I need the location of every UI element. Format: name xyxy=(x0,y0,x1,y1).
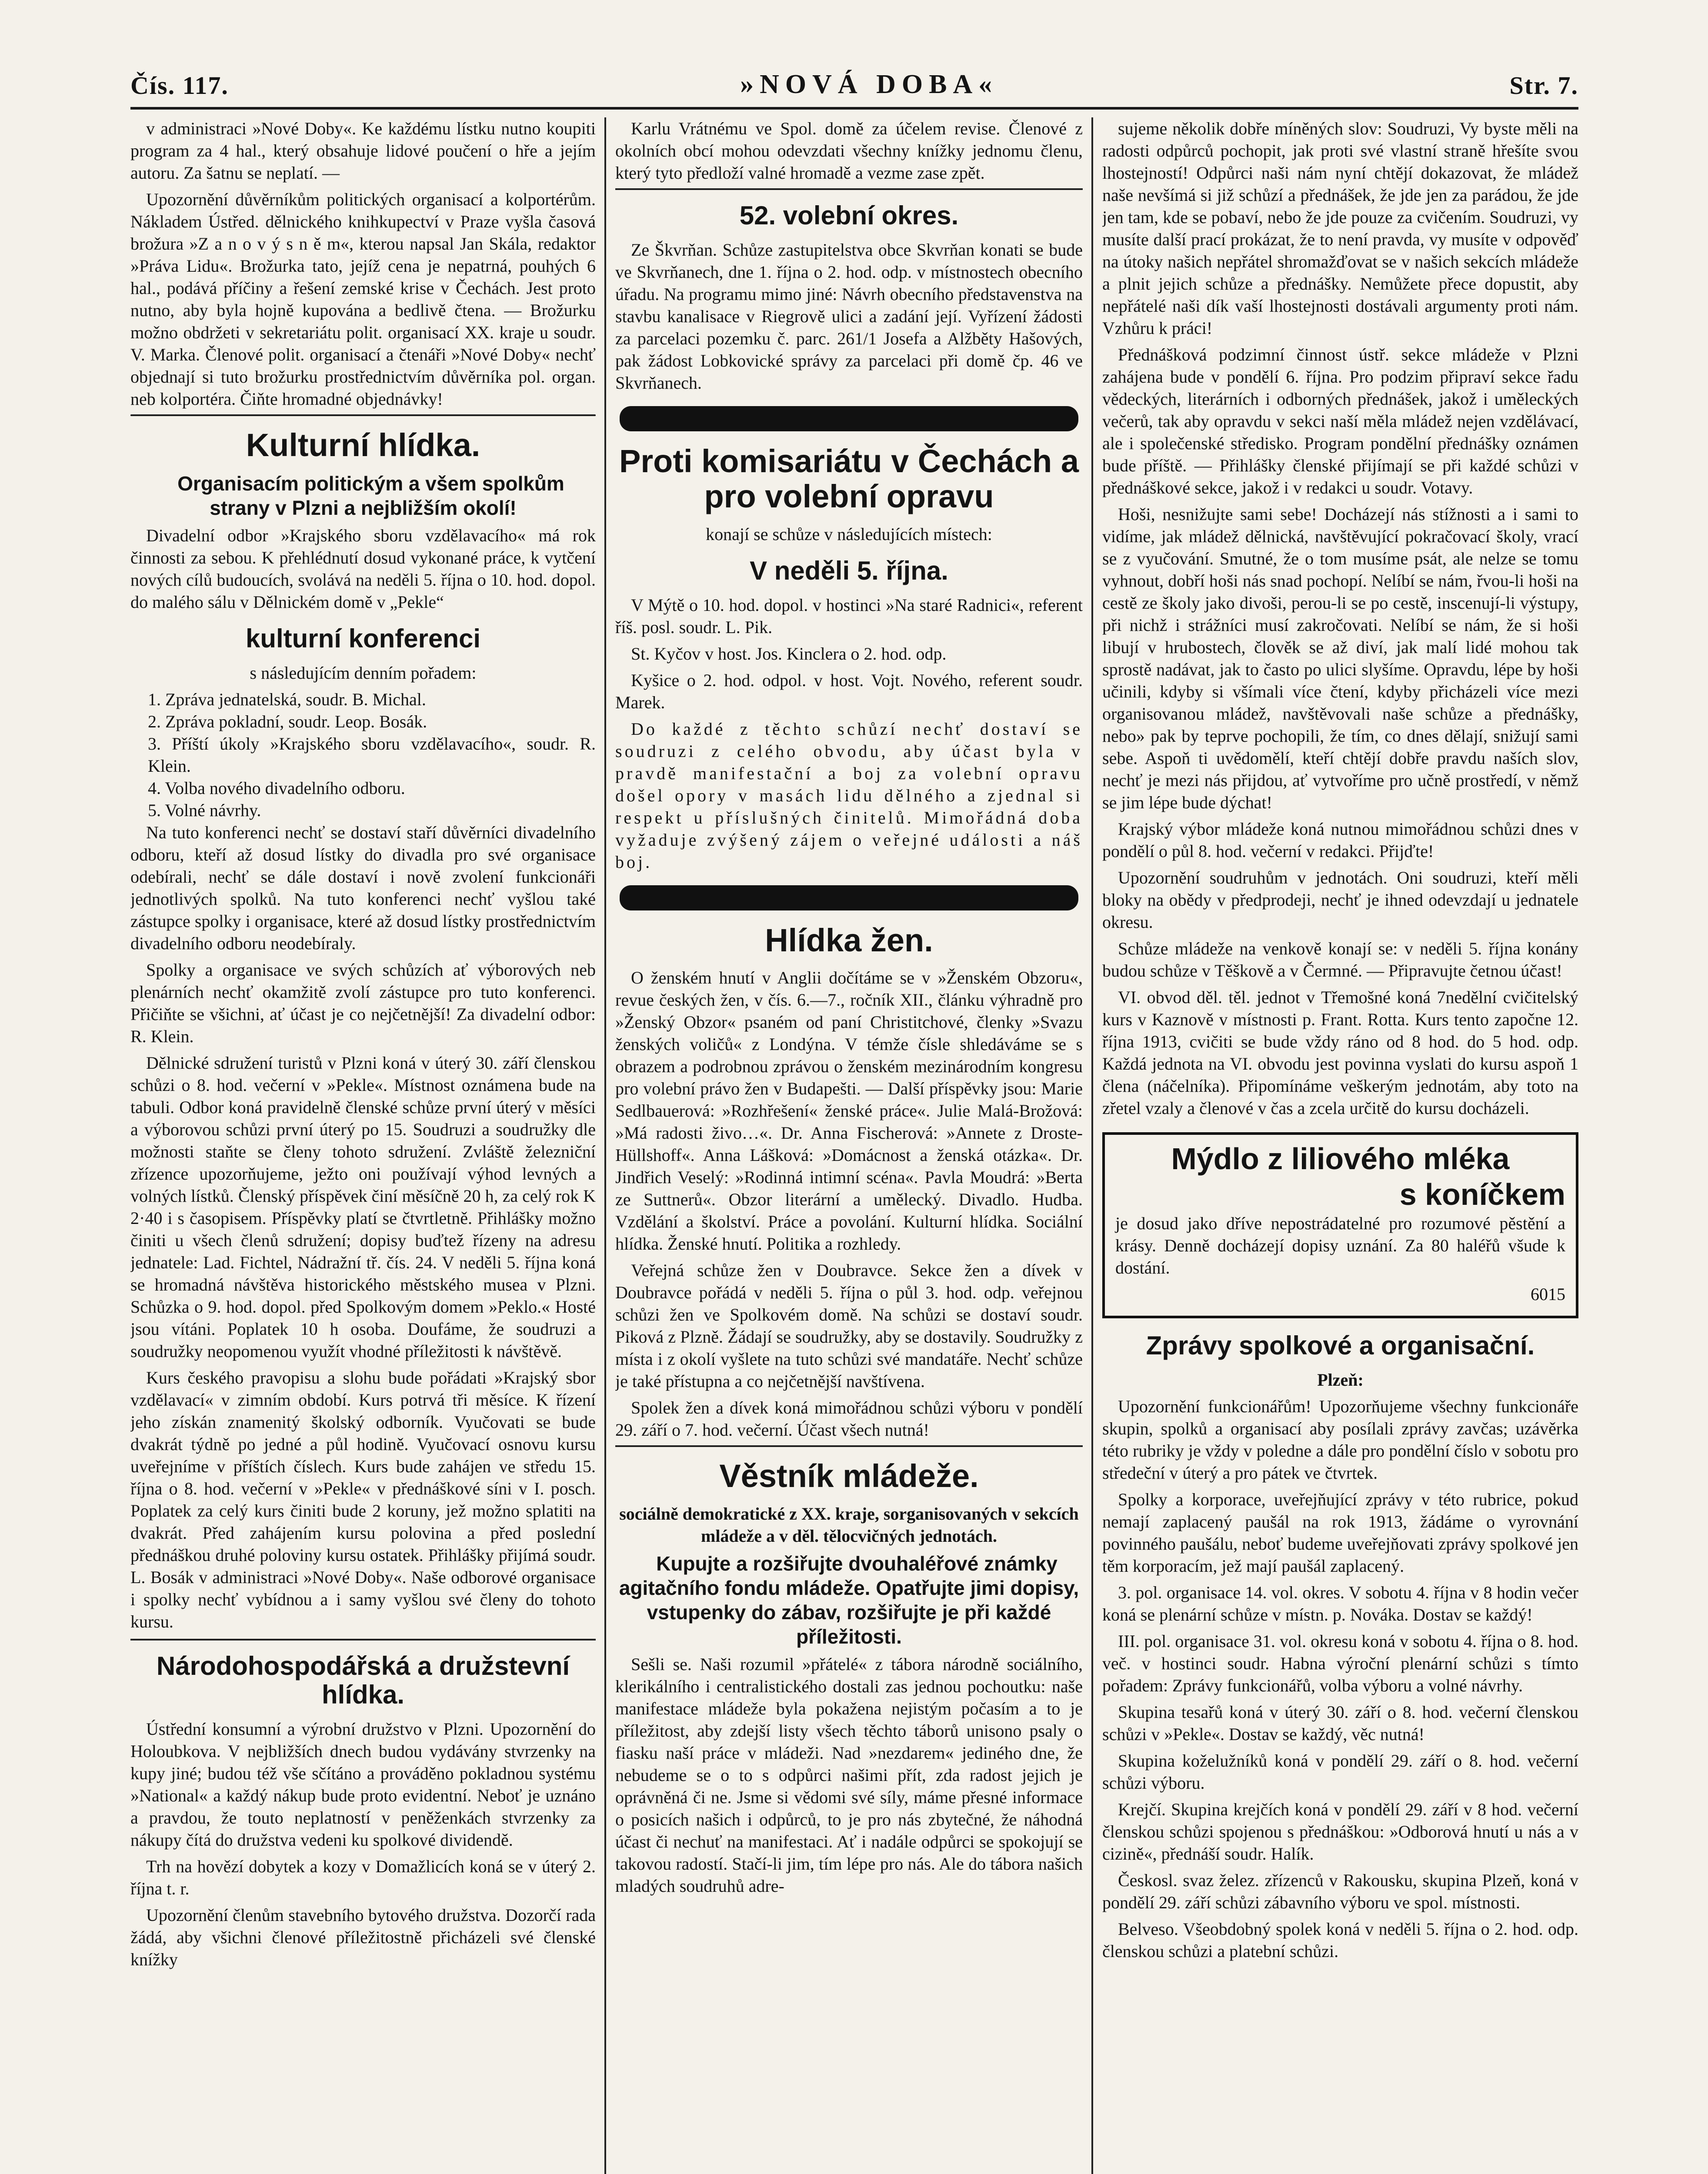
article-brozura: Upozornění důvěrníkům politických organisací a kolportérům. Nákladem Ústřed. dělnického knihkupectví v Praze vyšla časová brožura »Z a n o v ý s n ě m«, kterou napsal Jan Skála, redaktor »Práva Lidu«. Brožurka tato, jejíž cena je nepatrná, pouhých 6 hal., podává příčiny a řešení zemské krise v Čechách. Jest proto nutno, aby byla hojně kupována a bedlivě čtena. — Brožurku možno obdržeti v sekretariátu polit. organisací XX. kraje u soudr. V. Marka. Členové polit. organisací a čtenáři »Nové Doby« nechť objednají si tuto brožurku prostřednictvím důvěrníka pol. organ. neb kolportéra. Čiňte hromadné objednávky! xyxy=(130,190,596,409)
list-item: 5. Volné návrhy. xyxy=(148,800,261,820)
ad-title-line1: Mýdlo z liliového mléka xyxy=(1171,1142,1510,1176)
kupujte-text: Kupujte a rozšiřujte dvouhaléřové známky agitačního fondu mládeže. Opatřujte jimi dopisy, vstupenky do zábav, rozšiřujte je při každé příležitosti. xyxy=(619,1552,1079,1648)
notice-item: 3. pol. organisace 14. vol. okres. V sobotu 4. října v 8 hodin večer koná se plenární schůze v místn. p. Nováka. Dostav se každý! xyxy=(1102,1583,1578,1624)
vestnik-subtitle: sociálně demokratické z XX. kraje, sorganisovaných v sekcích mládeže a v děl. tělocvičných jednotách. xyxy=(619,1504,1079,1546)
section-title-okres: 52. volební okres. xyxy=(739,201,959,230)
column-rule xyxy=(604,117,606,2174)
article-text: sujeme několik dobře míněných slov: Soudruzi, Vy byste měli na radosti odpůrců pochopit, jak proti své vlastní straně hřešíte svou lhostejností! Odpůrci naši nám nyní chtějí dokazovat, že mládež naše nevšímá si již schůzí a přednášek, že jde jen za parádou, že jde jen tam, kde se pobaví, nebo že jde pouze za cvičením. Soudruzi, vy musíte další prací prokázat, že to není pravda, vy musíte v odpověď na útoky našich nepřátel shromažďovat se v našich sekcích mládeže a plnit jejich schůze a přednášky. Nemůžete přece dopustit, aby nepřátelé naši dík vaší lhostejnosti dostávali argumenty proti nám. Vzhůru k práci! xyxy=(1102,119,1578,338)
article-zeny-spolek: Spolek žen a dívek koná mimořádnou schůzi výboru v pondělí 29. září o 7. hod. večerní. Účast všech nutná! xyxy=(615,1398,1083,1440)
section-title-narodo: Národohospodářská a družstevní hlídka. xyxy=(156,1651,570,1710)
article-kurs: Kurs českého pravopisu a slohu bude pořádati »Krajský sbor vzdělavací« v zimním období. Kurs potrvá tři měsíce. K řízení jeho získán znamenitý školský odborník. Vyučovati se bude dvakrát týdně po jedné a půl hodině. Vyučovací osnovu kursu uveřejníme v příštích číslech. Kurs bude zahájen ve středu 15. října o 8. hod. večerní v »Pekle« v přednáškové síni v I. posch. Poplatek za celý kurs činiti bude 2 koruny, jež možno splatiti na dvakrát. Před zahájením kursu polovina a před poslední přednáškou druhé poloviny kursu ostatek. Přihlášky přijímá soudr. L. Bosák v administraci »Nové Doby«. Naše odborové organisace i spolky nechť vybídnou a i samy vyšlou své členy do tohoto kursu. xyxy=(130,1368,596,1632)
column-2 xyxy=(615,117,1083,2174)
konaji-text: konají se schůze v následujících místech: xyxy=(706,524,992,544)
separator xyxy=(130,1639,596,1641)
masthead: »NOVÁ DOBA« xyxy=(740,70,998,99)
konference-heading: kulturní konferenci xyxy=(245,624,481,654)
section-title-zpravy: Zprávy spolkové a organisační. xyxy=(1146,1331,1535,1360)
section-title-zen: Hlídka žen. xyxy=(765,922,933,958)
list-item: 4. Volba nového divadelního odboru. xyxy=(148,778,405,798)
poradi-text: s následujícím denním pořadem: xyxy=(250,663,477,683)
nedeli-heading: V neděli 5. října. xyxy=(750,556,948,585)
plzen-heading: Plzeň: xyxy=(1317,1370,1364,1390)
article-konsum: Ústřední konsumní a výrobní družstvo v Plzni. Upozornění do Holoubkova. V nejbližších dnech budou vydávány stvrzenky na kupy jiné; budou též vše sčítáno a prováděno pokladnou systému »National« a každý nákup bude proto evidentní. Neboť je uznáno a pravdou, že touto neplatností v peněženkách stvrzenky za nákupy čítá do družstva vedeni ku spolkové dividendě. xyxy=(130,1719,596,1850)
section-title-vestnik: Věstník mládeže. xyxy=(719,1458,979,1494)
article-vi-obvod: VI. obvod děl. těl. jednot v Třemošné koná 7nedělní cvičitelský kurs v Kaznově v místnosti p. Frant. Rotta. Kurs tento započne 12. října 1913, cvičiti se bude vždy ráno od 8 hod. do 5 hod. odp. Každá jednota na VI. obvodu jest povinna vyslati do kursu aspoň 1 člena (náčelníka). Připomínáme veškerým jednotám, aby toto na zřetel vzaly a členové v čas a zcela určitě do kursu docházeli. xyxy=(1102,987,1578,1118)
article-krajsky: Krajský výbor mládeže koná nutnou mimořádnou schůzi dnes v pondělí o půl 8. hod. večerní v redakci. Přijďte! xyxy=(1102,819,1578,861)
list-item: 1. Zpráva jednatelská, soudr. B. Michal. xyxy=(148,690,426,710)
article-text: Karlu Vrátnému ve Spol. domě za účelem revise. Členové z okolních obcí mohou odevzdati všechny knížky jednomu členu, který tyto předloží valné hromadě a vezme zase zpět. xyxy=(615,119,1083,183)
article-text: Spolky a organisace ve svých schůzích ať výborových neb plenárních nechť okamžitě zvolí zástupce pro tuto konferenci. Přičiňte se všichni, ať účast je co nejčetnější! Za divadelní odbor: R. Klein. xyxy=(130,960,596,1047)
list-item: 3. Příští úkoly »Krajského sboru vzdělavacího«, soudr. R. Klein. xyxy=(148,734,596,776)
section-title-proti: Proti komisariátu v Čechách a pro volební opravu xyxy=(619,443,1079,515)
article-stavebni: Upozornění členům stavebního bytového družstva. Dozorčí rada žádá, aby všichni členové příležitostně přicházeli své členské knížky xyxy=(130,1905,596,1970)
section-title-kultura: Kulturní hlídka. xyxy=(246,427,480,463)
article-upozorneni: Upozornění soudruhům v jednotách. Oni soudruzi, kteří měli bloky na obědy v předprodeji, nechť je ihned odevzdají u jednatele okresu. xyxy=(1102,868,1578,932)
article-spolky: Spolky a korporace, uveřejňující zprávy v této rubrice, pokud nemají zaplacený paušál na rok 1913, žádáme o vyrovnání povinného paušálu, neboť budeme uveřejňovati zprávy spolkové jen těm korporacím, jež mají paušál zaplacený. xyxy=(1102,1490,1578,1576)
article-hosi: Hoši, nesnižujte sami sebe! Docházejí nás stížnosti a i sami to vidíme, jak mládež dělnická, navštěvující pokračovací školy, vrací se z vyučování. Smutné, že o tom musíme psát, ale nelze se tomu vyhnout, dobří hoši nás snad pochopí. Nelíbí se nám, řvou-li hoši na cestě ze školy jako divoši, perou-li se po cestě, inscenují-li výstupy, při nichž i strážníci musí zakročovati. Nelíbí se nám, že si hoši libují v hrubostech, člověk se až diví, jak malí lidé mohou tak sprostě nadávat, jak to často po ulici slyšíme. Opravdu, lépe by hoši učinili, kdyby si všímali více čtení, kdyby přicházeli více mezi organisovanou mládež, navštěvovali naše schůze a přednášky, nebo» pak by teprve pochopili, že tím, co dnes dělají, snižují sami sebe. Aspoň ti uvědomělí, kteří chtějí dobře pravdu naších slov, nechť je mezi nás přijdou, ať vytvoříme pro učně prostředí, v němž se jim lépe bude dýchat! xyxy=(1102,504,1578,812)
ad-title-line2: s koníčkem xyxy=(1399,1177,1565,1211)
ad-body xyxy=(1115,1212,1565,1305)
separator xyxy=(130,414,596,416)
article-skvrnany: Ze Škvrňan. Schůze zastupitelstva obce Skvrňan konati se bude ve Skvrňanech, dne 1. října o 2. hod. odp. v místnostech obecního úřadu. Na programu mimo jiné: Návrh obecního představenstva na stavbu kanalisace v Riegrově ulici a zadání její. Vyřízení žádosti za parcelaci pozemku č. parc. 261/1 Josefa a Alžběty Hašových, pak žádost Lobkovické správy za parcelaci při domě čp. 46 ve Skvrňanech. xyxy=(615,240,1083,393)
issue-number: Čís. 117. xyxy=(130,71,229,100)
article-zeny-doubravka: Veřejná schůze žen v Doubravce. Sekce žen a dívek v Doubravce pořádá v neděli 5. října o půl 3. hod. odp. veřejnou schůzi žen ve Spolkovém domě. Na schůzi se dostaví soudr. Piková z Plzně. Žádají se soudružky, aby se dostavily. Soudružky z místa i z okolí vyšlete na tuto schůzi své mandatáře. Nechť schůze je také přístupna a co nejčetnější navštívena. xyxy=(615,1260,1083,1391)
ad-text: je dosud jako dříve nepostrádatelné pro rozumové pěstění a krásy. Denně docházejí dopisy uznání. Za 80 haléřů všude k dostání. xyxy=(1115,1214,1565,1277)
column-1 xyxy=(130,117,596,2174)
article-trh: Trh na hovězí dobytek a kozy v Domažlicích koná se v úterý 2. října t. r. xyxy=(130,1857,596,1899)
separator xyxy=(615,1445,1083,1447)
notice-item: Českosl. svaz želez. zřízenců v Rakousku, skupina Plzeň, koná v pondělí 29. září schůzi zábavního výboru ve spol. místnosti. xyxy=(1102,1871,1578,1912)
article-text: v administraci »Nové Doby«. Ke každému lístku nutno koupiti program za 4 hal., který obsahuje lidové poučení o hře a jejím autoru. Za šatnu se neplatí. — xyxy=(130,119,596,183)
column-3 xyxy=(1102,117,1578,2174)
notice-item: Belveso. Všeobdobný spolek koná v neděli 5. října o 2. hod. odp. členskou schůzi a platební schůzi. xyxy=(1102,1919,1578,1961)
kultura-subtitle: Organisacím politickým a všem spolkům strany v Plzni a nejbližším okolí! xyxy=(177,472,564,520)
article-text: Na tuto konferenci nechť se dostaví staří důvěrníci divadelního odboru, kteří až dosud lístky do divadla pro své organisace odebírali, nechť se dále dostaví i nově zvolení funkcionáři jednotlivých spolků. Na tuto konferenci nechť vyšlou také zástupce spolky i organisace, které až dosud lístky prostřednictvím divadelního odboru neodebíraly. xyxy=(130,823,596,954)
article-sesli: Sešli se. Naši rozumil »přátelé« z tábora národně sociálního, klerikálního i centralistického dostali zas jednou pochoutku: naše manifestace mládeže byla pokažena nejistým počasím a to je příležitost, aby zdejší listy všech těchto táborů unisono psaly o fiasku naší práce v mládeži. Nad »nezdarem« jediného dne, že nebudeme se o to s odpůrci našimi přít, zda radost jejich je oprávněná či ne. Jsme si vědomi své síly, máme přesné informace o posicích našich i odpůrců, to je pro nás zbytečné, že náhodná účast či nechuť na manifestaci. Ať i nadále odpůrci se spokojují se takovou radostí. Stačí-li jim, tím lépe pro nás. Ale do tábora našich mladých soudruhů adre- xyxy=(615,1654,1083,1896)
column-rule xyxy=(1091,117,1093,2174)
meeting-kysice: Kyšice o 2. hod. odpol. v host. Vojt. Nového, referent soudr. Marek. xyxy=(615,670,1083,712)
soap-advertisement xyxy=(1102,1132,1578,1318)
page-header xyxy=(130,61,1578,110)
article-turiste: Dělnické sdružení turistů v Plzni koná v úterý 30. září členskou schůzi o 8. hod. večerní v »Pekle«. Místnost oznámena bude na tabuli. Odbor koná pravidelně členské schůze první úterý v měsíci a výborovou schůzi první úterý po 15. Soudruzi a soudružky dle možnosti staňte se členy tohoto sdružení. Zvláště železniční zřízence upozorňujeme, ježto oni používají výhod levných a volných lístků. Členský příspěvek činí měsíčně 20 h, za celý rok K 2·40 i s časopisem. Příspěvky platí se čtvrtletně. Přihlášky možno činiti u všech členů sdružení; dopisy buďtež řízeny na adresu jednatele: Lad. Fichtel, Nádražní tř. čís. 24. V neděli 5. října koná se hromadná návštěva historického městského musea v Plzni. Schůzka o 9. hod. dopol. před Spolkovým domem »Peklo.« Hosté jsou vítáni. Poplatek 10 h osoba. Doufáme, že soudruzi a soudružky neopomenou využít vhodné příležitosti k návštěvě. xyxy=(130,1053,596,1361)
list-item: 2. Zpráva pokladní, soudr. Leop. Bosák. xyxy=(148,712,427,732)
meeting-kycov: St. Kyčov v host. Jos. Kinclera o 2. hod. odp. xyxy=(631,644,947,664)
notice-item: III. pol. organisace 31. vol. okresu koná v sobotu 4. října o 8. hod. več. v hostinci soudr. Habna výroční plenární schůzi s tímto pořadem: Zprávy funkcionářů, volba výboru a volné návrhy. xyxy=(1102,1631,1578,1695)
article-text: Divadelní odbor »Krajského sboru vzdělavacího« má rok činnosti za sebou. K přehlédnutí dosud vykonané práce, k vytčení nových cílů budoucích, svolává na neděli 5. října o 10. hod. dopol. do malého sálu v Dělnickém domě v „Pekle“ xyxy=(130,526,596,612)
program-list xyxy=(130,688,596,821)
notice-item: Skupina tesařů koná v úterý 30. září o 8. hod. večerní členskou schůzi v »Pekle«. Dostav se každý, věc nutná! xyxy=(1102,1702,1578,1744)
article-prednaskova: Přednášková podzimní činnost ústř. sekce mládeže v Plzni zahájena bude v pondělí 6. října. Pro podzim připraví sekce řadu vědeckých, literárních i odborných přednášek, jakož i uměleckých večerů, tak aby opravdu v sekci naší měla mládež nejen vzdělávací, ale i společenské středisko. Program pondělní přednášky oznámen bude příště. — Přihlášky členské přijímají se při každé schůzi v přednáškové sekce, jakož i v redakci u soudr. Votavy. xyxy=(1102,345,1578,497)
article-zeny-anglie: O ženském hnutí v Anglii dočítáme se v »Ženském Obzoru«, revue českých žen, v čís. 6.—7., ročník XII., článku výhradně pro »Ženský Obzor« psaném od paní Christitchové, členky »Svazu ženských voličů« z Londýna. V témže čísle shledáváme se s obrazem a podrobnou zprávou o ženském mezinárodním kongresu pro volební právo žen v Budapešti. — Další příspěvky jsou: Marie Sedlbauerová: »Rozhřešení« ženské práce«. Julie Malá-Brožová: »Má radosti živo…«. Dr. Anna Fischerová: »Annete z Droste-Hüllshoff«. Anna Lášková: »Domácnost a ženská otázka«. Dr. Jindřich Veselý: »Rodinná intimní scéna«. Pavla Moudrá: »Berta ze Suttnerů«. Obzor literární a umělecký. Divadlo. Hudba. Vzdělání a školství. Práce a povolání. Kulturní hlídka. Sociální hlídka. Ženské hnutí. Politika a rozhledy. xyxy=(615,968,1083,1254)
black-bar xyxy=(620,406,1078,431)
separator xyxy=(615,188,1083,190)
meeting-myto: V Mýtě o 10. hod. dopol. v hostinci »Na staré Radnici«, referent říš. posl. soudr. L. Pik. xyxy=(615,595,1083,637)
article-schuze: Schůze mládeže na venkově konají se: v neděli 5. října konány budou schůze v Těškově a v Čermné. — Připravujte četnou účast! xyxy=(1102,939,1578,980)
page-number: Str. 7. xyxy=(1509,71,1578,100)
ad-code: 6015 xyxy=(1531,1284,1565,1304)
vyzva-text: Do každé z těchto schůzí nechť dostaví se soudruzi z celého obvodu, aby účast byla v pravdě manifestační a boj za volební opravu došel opory v masách lidu dělného a zjednal si respekt u příslušných činitelů. Mimořádná doba vyžaduje zvýšený zájem o veřejné události a náš boj. xyxy=(615,719,1083,872)
notice-item: Skupina koželužníků koná v pondělí 29. září o 8. hod. večerní schůzi výboru. xyxy=(1102,1751,1578,1793)
black-bar xyxy=(620,885,1078,910)
notice-item: Krejčí. Skupina krejčích koná v pondělí 29. září v 8 hod. večerní členskou schůzi spojenou s přednáškou: »Odborová hnutí u nás a v cizině«, přednáší soudr. Halík. xyxy=(1102,1800,1578,1864)
article-funkcionari: Upozornění funkcionářům! Upozorňujeme všechny funkcionáře skupin, spolků a organisací aby posílali zprávy zavčas; uzávěrka této rubriky je vždy v poledne a dále pro pondělní číslo v sobotu pro středeční v úterý a pro pátek ve čtvrtek. xyxy=(1102,1397,1578,1483)
